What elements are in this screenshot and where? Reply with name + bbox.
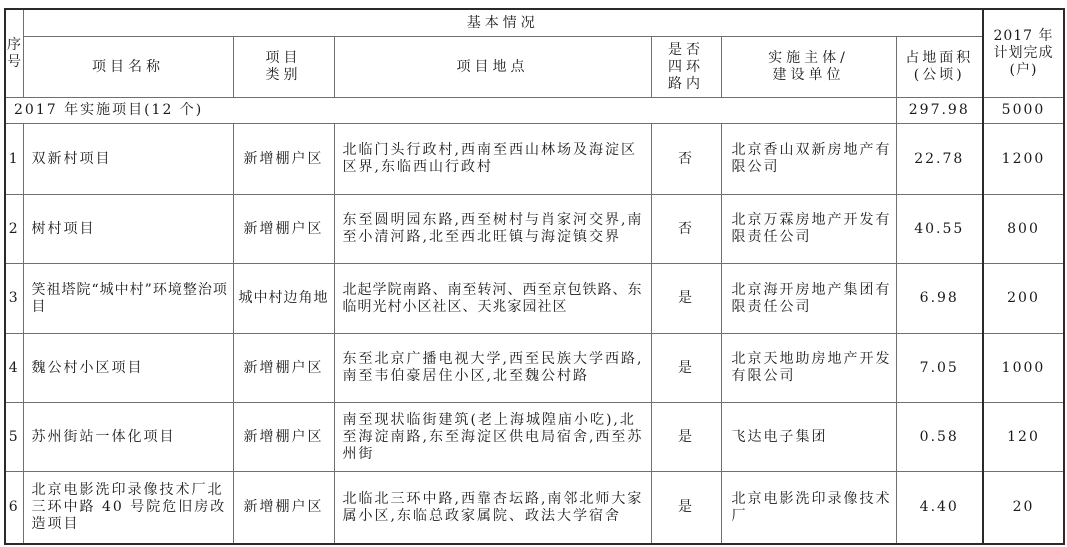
summary-label: 2017 年实施项目(12 个)	[5, 98, 896, 124]
header-ring	[651, 37, 721, 98]
row-seq: 5	[5, 403, 23, 472]
row-type: 城中村边角地	[233, 264, 334, 334]
row-location: 南至现状临街建筑(老上海城隍庙小吃),北至海淀南路,东至海淀区供电局宿舍,西至苏州街	[334, 403, 651, 472]
row-seq: 2	[5, 195, 23, 264]
row-location: 北临门头行政村,西南至西山林场及海淀区区界,东临西山行政村	[334, 124, 651, 195]
header-org-line1: 实施主体/	[768, 50, 849, 66]
project-table	[4, 8, 1065, 545]
row-name: 树村项目	[23, 195, 233, 264]
header-plan-2017	[983, 9, 1064, 98]
row-within-fourth-ring: 否	[651, 195, 721, 264]
row-name: 魏公村小区项目	[23, 334, 233, 403]
header-ring-line1: 是否	[668, 41, 704, 58]
row-area: 0.58	[896, 403, 983, 472]
summary-area-total: 297.98	[896, 98, 983, 124]
table-row	[5, 195, 1064, 264]
row-households: 20	[983, 472, 1064, 545]
row-seq: 4	[5, 334, 23, 403]
row-within-fourth-ring: 是	[651, 472, 721, 545]
row-type: 新增棚户区	[233, 403, 334, 472]
row-organization: 北京海开房地产集团有限责任公司	[721, 264, 896, 334]
summary-row	[5, 98, 1064, 124]
row-name: 双新村项目	[23, 124, 233, 195]
row-organization: 北京万霖房地产开发有限责任公司	[721, 195, 896, 264]
row-households: 1200	[983, 124, 1064, 195]
table-row	[5, 334, 1064, 403]
row-type: 新增棚户区	[233, 195, 334, 264]
header-area-line2: (公顷)	[913, 67, 965, 83]
row-organization: 飞达电子集团	[721, 403, 896, 472]
row-area: 40.55	[896, 195, 983, 264]
row-households: 120	[983, 403, 1064, 472]
header-org-line2: 建设单位	[772, 67, 845, 83]
row-area: 7.05	[896, 334, 983, 403]
header-seq-label: 序号	[7, 36, 23, 70]
row-within-fourth-ring: 是	[651, 403, 721, 472]
header-name: 项目名称	[23, 37, 233, 98]
header-type	[233, 37, 334, 98]
row-location: 北起学院南路、南至转河、西至京包铁路、东临明光村小区社区、天兆家园社区	[334, 264, 651, 334]
row-location: 东至圆明园东路,西至树村与肖家河交界,南至小清河路,北至西北旺镇与海淀镇交界	[334, 195, 651, 264]
header-seq	[5, 9, 23, 98]
row-name: 苏州街站一体化项目	[23, 403, 233, 472]
row-area: 4.40	[896, 472, 983, 545]
header-org	[721, 37, 896, 98]
row-households: 800	[983, 195, 1064, 264]
row-type: 新增棚户区	[233, 334, 334, 403]
row-organization: 北京电影洗印录像技术厂	[721, 472, 896, 545]
table-row	[5, 124, 1064, 195]
header-ring-line3: 路内	[668, 75, 704, 92]
row-households: 200	[983, 264, 1064, 334]
row-type: 新增棚户区	[233, 124, 334, 195]
table-row	[5, 403, 1064, 472]
row-within-fourth-ring: 是	[651, 334, 721, 403]
row-seq: 1	[5, 124, 23, 195]
row-type: 新增棚户区	[233, 472, 334, 545]
row-households: 1000	[983, 334, 1064, 403]
row-seq: 3	[5, 264, 23, 334]
header-area	[896, 37, 983, 98]
row-seq: 6	[5, 472, 23, 545]
row-organization: 北京天地助房地产开发有限公司	[721, 334, 896, 403]
row-location: 东至北京广播电视大学,西至民族大学西路,南至韦伯豪居住小区,北至魏公村路	[334, 334, 651, 403]
header-row-columns	[5, 37, 1064, 98]
row-area: 22.78	[896, 124, 983, 195]
header-plan-line1: 2017 年	[993, 28, 1054, 44]
header-plan-line2: 计划完成	[993, 45, 1054, 61]
header-basic-info: 基本情况	[23, 9, 983, 37]
header-row-group	[5, 9, 1064, 37]
row-within-fourth-ring: 否	[651, 124, 721, 195]
row-within-fourth-ring: 是	[651, 264, 721, 334]
header-type-line1: 项目	[265, 50, 302, 66]
table-row	[5, 264, 1064, 334]
row-name: 北京电影洗印录像技术厂北三环中路 40 号院危旧房改造项目	[23, 472, 233, 545]
header-ring-line2: 四环	[668, 58, 704, 75]
header-area-line1: 占地面积	[905, 50, 974, 66]
summary-households-total: 5000	[983, 98, 1064, 124]
table-row	[5, 472, 1064, 545]
header-plan-line3: (户)	[1009, 62, 1038, 78]
row-organization: 北京香山双新房地产有限公司	[721, 124, 896, 195]
header-location: 项目地点	[334, 37, 651, 98]
row-area: 6.98	[896, 264, 983, 334]
row-name: 笑祖塔院“城中村”环境整治项目	[23, 264, 233, 334]
header-type-line2: 类别	[265, 67, 302, 83]
row-location: 北临北三环中路,西靠杏坛路,南邻北师大家属小区,东临总政家属院、政法大学宿舍	[334, 472, 651, 545]
